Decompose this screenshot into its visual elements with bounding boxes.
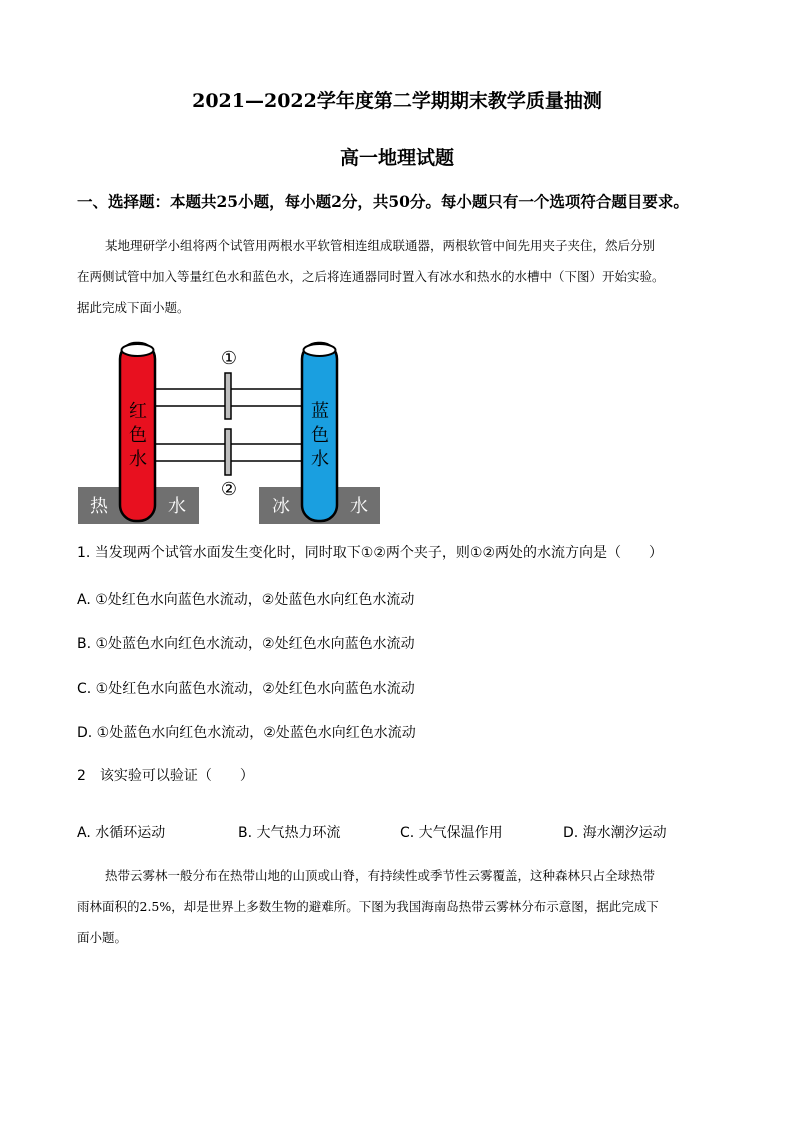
question-2-option-c: C. 大气保温作用 xyxy=(400,825,503,841)
red-label-char-3: 水 xyxy=(129,449,147,470)
question-1-option-a: A. ①处红色水向蓝色水流动，②处蓝色水向红色水流动 xyxy=(77,592,415,608)
question-1-option-d: D. ①处蓝色水向红色水流动，②处蓝色水向红色水流动 xyxy=(77,725,416,741)
clamp-1-label: ① xyxy=(220,348,238,369)
red-label-char-1: 红 xyxy=(129,401,147,422)
question-1-stem: 1. 当发现两个试管水面发生变化时，同时取下①②两个夹子，则①②两处的水流方向是（ ） xyxy=(77,545,664,561)
passage1-line1: 某地理研学小组将两个试管用两根水平软管相连组成联通器，两根软管中间先用夹子夹住，然后分别 xyxy=(105,238,656,253)
red-tube-opening xyxy=(122,344,154,356)
passage2-line3: 面小题。 xyxy=(77,930,128,945)
question-2-option-d: D. 海水潮汐运动 xyxy=(563,825,667,841)
section-heading: 一、选择题：本题共25小题，每小题2分，共50分。每小题只有一个选项符合题目要求。 xyxy=(77,192,689,211)
question-2-stem: 2 该实验可以验证（ ） xyxy=(77,768,254,784)
page-subtitle: 高一地理试题 xyxy=(339,147,454,169)
blue-label-char-1: 蓝 xyxy=(311,401,329,422)
clamp-2 xyxy=(225,429,231,475)
passage2-line1: 热带云雾林一般分布在热带山地的山顶或山脊，有持续性或季节性云雾覆盖，这种森林只占全球热带 xyxy=(105,868,656,883)
ice-label-left: 冰 xyxy=(272,496,290,517)
ice-label-right: 水 xyxy=(350,496,368,517)
page-title: 2021—2022学年度第二学期期末教学质量抽测 xyxy=(192,90,602,112)
hot-label-left: 热 xyxy=(90,496,108,517)
question-1-option-c: C. ①处红色水向蓝色水流动，②处红色水向蓝色水流动 xyxy=(77,681,415,697)
passage1-line3: 据此完成下面小题。 xyxy=(77,300,190,315)
clamp-1 xyxy=(225,373,231,419)
question-1-option-b: B. ①处蓝色水向红色水流动，②处红色水向蓝色水流动 xyxy=(77,636,415,652)
clamp-2-label: ② xyxy=(220,479,238,500)
passage2-line2: 雨林面积的2.5%，却是世界上多数生物的避难所。下图为我国海南岛热带云雾林分布示意图，据此完成下 xyxy=(77,899,659,914)
blue-tube-opening xyxy=(304,344,336,356)
red-label-char-2: 色 xyxy=(129,425,147,446)
blue-label-char-3: 水 xyxy=(311,449,329,470)
hot-label-right: 水 xyxy=(168,496,186,517)
passage1-line2: 在两侧试管中加入等量红色水和蓝色水，之后将连通器同时置入有冰水和热水的水槽中（下图）开始实验。 xyxy=(77,269,665,284)
blue-label-char-2: 色 xyxy=(311,425,329,446)
question-2-option-a: A. 水循环运动 xyxy=(77,825,166,841)
question-2-option-b: B. 大气热力环流 xyxy=(238,825,341,841)
experiment-figure xyxy=(78,340,380,526)
